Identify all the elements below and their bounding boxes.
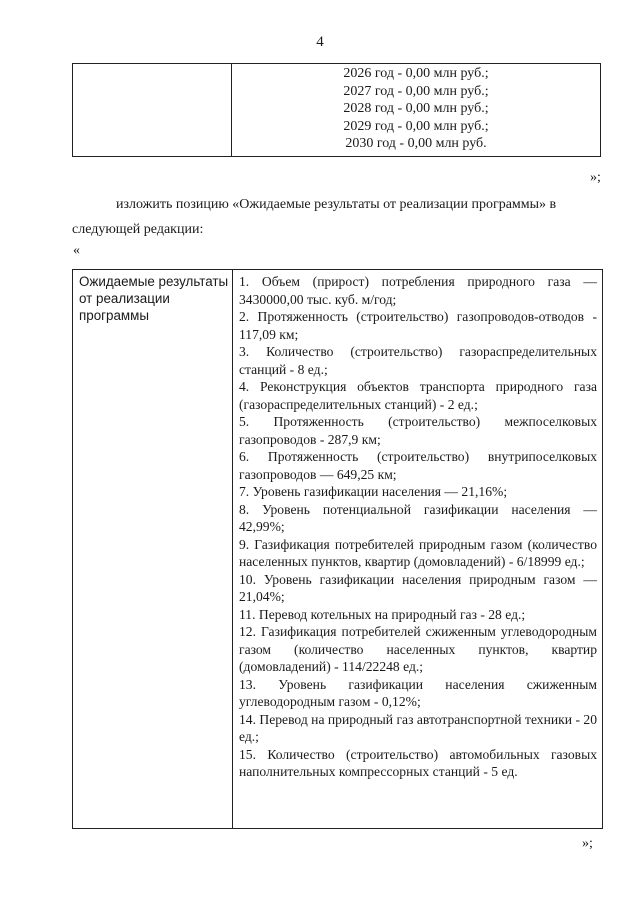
result-item: 5. Протяженность (строительство) межпоселковых газопроводов - 287,9 км;: [239, 414, 597, 447]
result-item: 3. Количество (строительство) газораспределительных станций - 8 ед.;: [239, 344, 597, 377]
results-items-cell: [233, 270, 603, 829]
results-label-cell: Ожидаемые результаты от реализации программы: [73, 270, 233, 829]
results-table: [72, 269, 603, 829]
funding-table: [72, 63, 601, 157]
opening-quote: «: [73, 243, 80, 258]
funding-year-line: 2027 год - 0,00 млн руб.;: [343, 83, 489, 99]
result-item: 12. Газификация потребителей сжиженным углеводородным газом (количество населенных пунктов, квартир (домовладений) - 114/22248 ед.;: [239, 624, 597, 674]
page-number: 4: [316, 34, 324, 50]
result-item: 14. Перевод на природный газ автотранспортной техники - 20 ед.;: [239, 711, 597, 744]
funding-year-line: 2028 год - 0,00 млн руб.;: [343, 101, 489, 117]
result-item: 10. Уровень газификации населения природным газом — 21,04%;: [239, 571, 597, 604]
result-item: 15. Количество (строительство) автомобильных газовых наполнительных компрессорных станций - 5 ед.: [239, 746, 597, 779]
result-item: 4. Реконструкция объектов транспорта природного газа (газораспределительных станций) - 2 ед.;: [239, 379, 597, 412]
funding-year-line: 2026 год - 0,00 млн руб.;: [343, 66, 489, 81]
result-item: 9. Газификация потребителей природным газом (количество населенных пунктов, квартир (домовладений) - 6/18999 ед.;: [239, 536, 597, 569]
result-item: 11. Перевод котельных на природный газ - 28 ед.;: [239, 606, 526, 622]
result-item: 1. Объем (прирост) потребления природного газа — 3430000,00 тыс. куб. м/год;: [239, 274, 597, 307]
funding-label-cell: [73, 64, 232, 157]
funding-year-line: 2030 год - 0,00 млн руб.: [345, 136, 487, 152]
funding-year-line: 2029 год - 0,00 млн руб.;: [343, 118, 489, 134]
instruction-text-cont: следующей редакции:: [72, 222, 204, 237]
result-item: 2. Протяженность (строительство) газопроводов-отводов - 117,09 км;: [239, 309, 597, 342]
result-item: 6. Протяженность (строительство) внутрипоселковых газопроводов — 649,25 км;: [239, 449, 597, 482]
closing-quote-2: »;: [582, 836, 593, 851]
closing-quote-1: »;: [590, 170, 601, 185]
result-item: 7. Уровень газификации населения — 21,16%;: [239, 484, 508, 499]
result-item: 13. Уровень газификации населения сжиженным углеводородным газом - 0,12%;: [239, 676, 597, 709]
instruction-text: изложить позицию «Ожидаемые результаты от реализации программы» в: [116, 197, 557, 212]
result-item: 8. Уровень потенциальной газификации населения — 42,99%;: [239, 501, 597, 534]
funding-values-cell: [232, 64, 601, 157]
